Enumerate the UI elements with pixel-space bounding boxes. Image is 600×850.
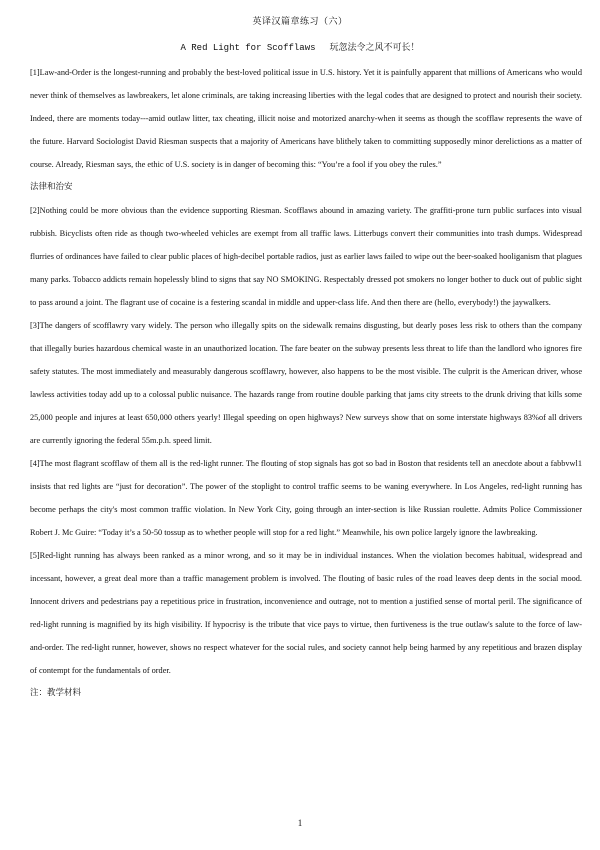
page-number: 1 bbox=[297, 818, 303, 828]
subtitle-chinese: 玩忽法令之风不可长！ bbox=[329, 43, 420, 53]
document-title: 英译汉篇章练习（六） bbox=[252, 17, 348, 27]
paragraph-3: [3]The dangers of scofflawry vary widely. The person who illegally spits on the sidewalk remains disgusting, but dearly poses less risk to others than the company that illegally buries hazardous chemical waste in an unauthorized location. The fare beater on the subway presents less threat to life than the landlord who ignores fire safety statutes. The most immediately and measurably dangerous scofflawry, however, also happens to be the most visible. The culprit is the American driver, whose lawless activities today add up to a colossal public nuisance. The hazards range from routine double parking that jams city streets to the drunk driving that kills some 25,000 people and injures at least 650,000 others yearly! Illegal speeding on open highways? New surveys show that on some interstate highways 83%of all drivers are currently ignoring the federal 55m.p.h. speed limit. bbox=[30, 321, 582, 445]
document-subtitle bbox=[0, 40, 600, 53]
paragraph-2: [2]Nothing could be more obvious than the evidence supporting Riesman. Scofflaws abound in amazing variety. The graffiti-prone turn public surfaces into visual rubbish. Bicyclists often ride as though two-wheeled vehicles are exempt from all traffic laws. Litterbugs convert their communities into trash dumps. Widespread flurries of ordinances have failed to clear public places of high-decibel portable radios, just as earlier laws failed to wipe out the beer-soaked hooliganism that plagues many parks. Tobacco addicts remain hopelessly blind to signs that say NO SMOKING. Respectably dressed pot smokers no longer bother to duck out of public sight to pass around a joint. The flagrant use of cocaine is a festering scandal in middle and upper-class life. And then there are (hello, everybody!) the jaywalkers. bbox=[30, 206, 582, 307]
paragraph-5: [5]Red-light running has always been ranked as a minor wrong, and so it may be in individual instances. When the violation becomes habitual, widespread and incessant, however, a great deal more than a traffic management problem is involved. The flouting of basic rules of the road leaves deep dents in the social mood. Innocent drivers and pedestrians pay a repetitious price in frustration, inconvenience and outrage, not to mention a justified sense of mortal peril. The significance of red-light running is magnified by its high visibility. If hypocrisy is the tribute that vice pays to virtue, then furtiveness is the true outlaw's salute to the force of law-and-order. The red-light runner, however, shows no respect whatever for the social rules, and society cannot help being harmed by any repetitious and brazen display of contempt for the fundamentals of order. bbox=[30, 551, 582, 675]
paragraph-4: [4]The most flagrant scofflaw of them all is the red-light runner. The flouting of stop signals has got so bad in Boston that residents tell an anecdote about a fabbvwl1 insists that red lights are “just for decoration”. The power of the stoplight to control traffic seems to be waning everywhere. In Los Angeles, red-light running has become perhaps the city's most common traffic violation. In New York City, going through an inter-section is like Russian roulette. Admits Police Commissioner Robert J. Mc Guire: “Today it’s a 50-50 tossup as to whether people will stop for a red light.” Meanwhile, his own police largely ignore the lawbreaking. bbox=[30, 459, 582, 537]
document-body bbox=[30, 61, 582, 705]
paragraph-1: [1]Law-and-Order is the longest-running and probably the best-loved political issue in U.S. history. Yet it is painfully apparent that millions of Americans who would never think of themselves as lawbreakers, let alone criminals, are taking increasing liberties with the legal codes that are designed to protect and nourish their society. Indeed, there are moments today---amid outlaw litter, tax cheating, illicit noise and motorized anarchy-when it seems as though the scofflaw represents the wave of the future. Harvard Sociologist David Riesman suspects that a majority of Americans have blithely taken to committing supposedly minor derelictions as a matter of course. Already, Riesman says, the ethic of U.S. society is in danger of becoming this: “You’re a fool if you obey the rules.” bbox=[30, 68, 582, 169]
subtitle-english: A Red Light for Scofflaws bbox=[180, 43, 316, 53]
chinese-note-law-and-order: 法律和治安 bbox=[30, 182, 73, 192]
teaching-material-note: 注：教学材料 bbox=[30, 688, 82, 698]
